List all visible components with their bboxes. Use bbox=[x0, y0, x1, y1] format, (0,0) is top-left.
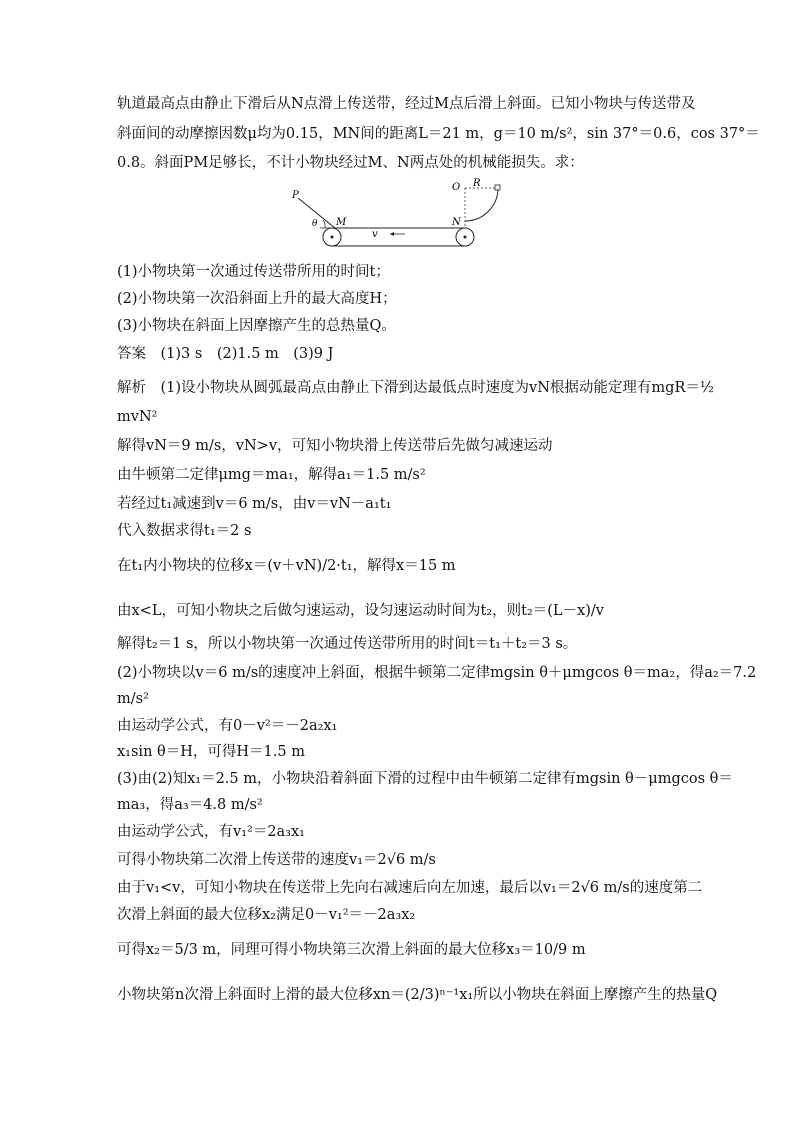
small-block bbox=[495, 185, 500, 190]
solution-line-13: x₁sin θ＝H，可得H＝1.5 m bbox=[117, 744, 305, 760]
solution-line-12: 由运动学公式，有0－v²＝－2a₂x₁ bbox=[117, 718, 338, 734]
solution-line-5: 若经过t₁减速到v＝6 m/s，由v＝vN－a₁t₁ bbox=[117, 496, 392, 512]
arc-track bbox=[465, 188, 498, 221]
solution-line-1: 解析 (1)设小物块从圆弧最高点由静止下滑到达最低点时速度为vN根据动能定理有mgR＝½ bbox=[117, 380, 714, 396]
velocity-arrow-head bbox=[390, 232, 394, 236]
label-theta: θ bbox=[312, 219, 318, 229]
label-o: O bbox=[452, 182, 461, 193]
question-2: (2)小物块第一次沿斜面上升的最大高度H； bbox=[117, 291, 397, 307]
left-pulley-axle bbox=[331, 236, 334, 239]
solution-line-16: 由运动学公式，有v₁²＝2a₃x₁ bbox=[117, 824, 305, 840]
label-m: M bbox=[336, 217, 347, 228]
solution-line-9: 解得t₂＝1 s，所以小物块第一次通过传送带所用的时间t＝t₁＋t₂＝3 s。 bbox=[117, 636, 578, 652]
problem-line-2: 斜面间的动摩擦因数μ均为0.15，MN间的距离L＝21 m，g＝10 m/s²，sin 37°＝0.6，cos 37°＝ bbox=[117, 126, 760, 142]
label-v: v bbox=[372, 229, 378, 240]
theta-arc bbox=[323, 220, 325, 228]
label-n: N bbox=[452, 217, 461, 228]
solution-line-8: 由x<L，可知小物块之后做匀速运动，设匀速运动时间为t₂，则t₂＝(L－x)/v bbox=[117, 603, 604, 619]
solution-line-6: 代入数据求得t₁＝2 s bbox=[117, 523, 252, 539]
solution-line-11: m/s² bbox=[117, 691, 149, 707]
solution-line-2: mvN² bbox=[117, 409, 158, 425]
answer-line: 答案 (1)3 s (2)1.5 m (3)9 J bbox=[117, 346, 334, 362]
right-pulley-axle bbox=[464, 236, 467, 239]
solution-line-3: 解得vN＝9 m/s，vN>v，可知小物块滑上传送带后先做匀减速运动 bbox=[117, 438, 553, 454]
solution-line-7: 在t₁内小物块的位移x＝(v＋vN)/2·t₁，解得x＝15 m bbox=[117, 558, 456, 574]
question-3: (3)小物块在斜面上因摩擦产生的总热量Q。 bbox=[117, 318, 396, 334]
solution-line-19: 次滑上斜面的最大位移x₂满足0－v₁²＝－2a₃x₂ bbox=[117, 907, 416, 923]
solution-line-10: (2)小物块以v＝6 m/s的速度冲上斜面，根据牛顿第二定律mgsin θ＋μmgcos θ＝ma₂，得a₂＝7.2 bbox=[117, 665, 757, 681]
label-p: P bbox=[292, 190, 299, 201]
solution-line-4: 由牛顿第二定律μmg＝ma₁，解得a₁＝1.5 m/s² bbox=[117, 467, 426, 483]
conveyor-diagram-svg bbox=[280, 176, 520, 251]
solution-line-21: 小物块第n次滑上斜面时上滑的最大位移xn＝(2/3)ⁿ⁻¹x₁所以小物块在斜面上摩擦产生的热量Q bbox=[117, 987, 718, 1003]
solution-line-15: ma₃，得a₃＝4.8 m/s² bbox=[117, 797, 263, 813]
problem-line-1: 轨道最高点由静止下滑后从N点滑上传送带，经过M点后滑上斜面。已知小物块与传送带及 bbox=[117, 96, 696, 112]
solution-line-18: 由于v₁<v，可知小物块在传送带上先向右减速后向左加速，最后以v₁＝2√6 m/s的速度第二 bbox=[117, 880, 703, 896]
solution-line-14: (3)由(2)知x₁＝2.5 m，小物块沿着斜面下滑的过程中由牛顿第二定律有mgsin θ－μmgcos θ＝ bbox=[117, 771, 733, 787]
solution-line-20: 可得x₂＝5/3 m，同理可得小物块第三次滑上斜面的最大位移x₃＝10/9 m bbox=[117, 942, 586, 958]
conveyor-diagram bbox=[280, 176, 520, 251]
label-r: R bbox=[473, 178, 481, 189]
solution-line-17: 可得小物块第二次滑上传送带的速度v₁＝2√6 m/s bbox=[117, 852, 436, 868]
problem-line-3: 0.8。斜面PM足够长，不计小物块经过M、N两点处的机械能损失。求： bbox=[117, 155, 584, 171]
question-1: (1)小物块第一次通过传送带所用的时间t； bbox=[117, 264, 390, 280]
